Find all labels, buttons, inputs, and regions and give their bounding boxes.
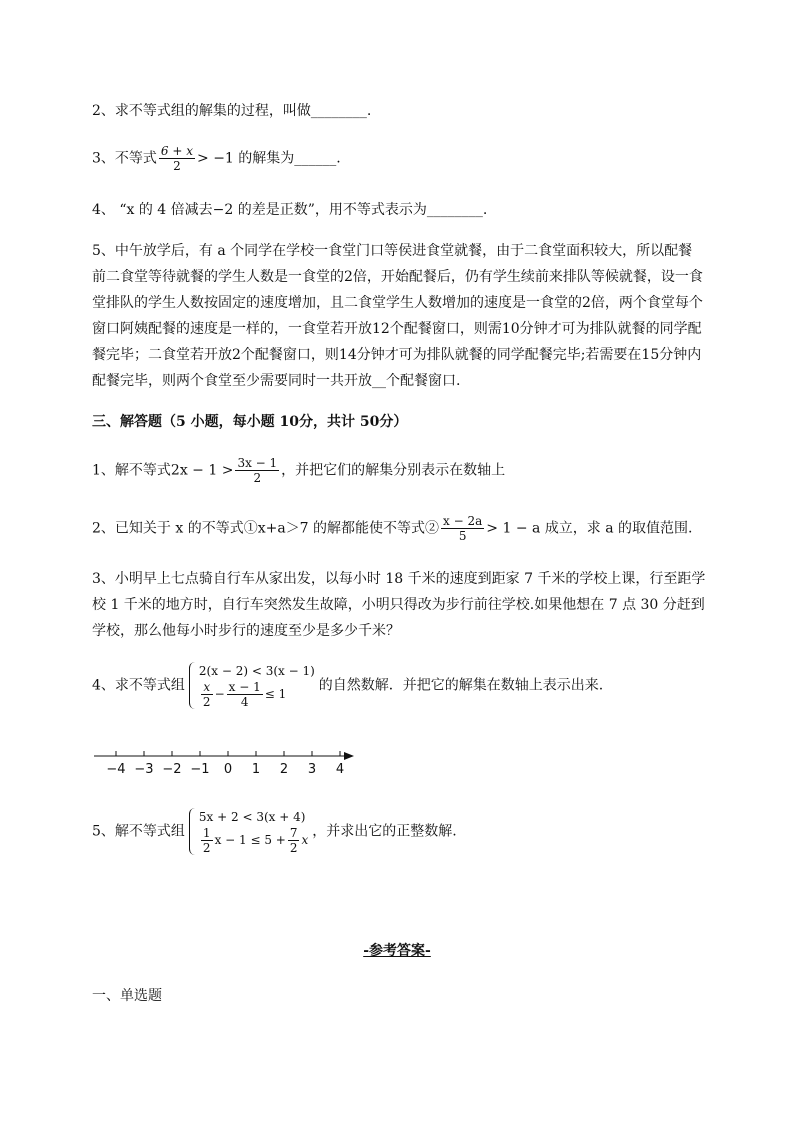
question-3-suffix: > −1 的解集为______. [197,150,341,167]
solve-5-suffix: ，并求出它的正整数解. [312,823,457,840]
fraction-denominator: 2 [202,841,211,855]
number-line-tick-label: 0 [223,762,233,777]
number-line-tick-label: 1 [251,762,261,777]
arrow-icon [344,752,354,760]
fraction [235,456,279,485]
solve-question-3 [92,566,706,644]
solve-question-1 [92,456,706,485]
minus-sign: − [214,687,225,701]
inequality-system [189,808,308,855]
fraction-denominator: 2 [253,471,262,485]
fraction-denominator: 2 [173,159,181,173]
fraction [288,826,300,855]
fraction-numerator: 3x − 1 [237,456,278,470]
solve-4-prefix: 4、求不等式组 [92,677,185,694]
system-row-2 [199,680,315,709]
solve-1-suffix: ，并把它们的解集分别表示在数轴上 [281,462,506,479]
solve-2-prefix: 2、已知关于 x 的不等式①x+a＞7 的解都能使不等式② [92,520,440,537]
inequality-system [189,662,315,709]
system-row-1: 2(x − 2) < 3(x − 1) [198,664,315,678]
answer-section-1 [92,984,706,1008]
solve-1-prefix: 1、解不等式2x − 1 > [92,462,234,479]
fraction [201,826,213,855]
answer-title [0,940,794,960]
solve-question-2 [92,514,706,543]
question-5 [92,238,706,394]
number-line [90,744,370,778]
fraction-numerator: x − 1 [228,680,261,694]
question-2-text: 2、求不等式组的解集的过程，叫做________. [92,103,372,119]
solve-4-suffix: 的自然数解．并把它的解集在数轴上表示出来. [318,677,604,694]
question-5-text: 5、中午放学后，有 a 个同学在学校一食堂门口等侯进食堂就餐，由于二食堂面积较大，所以配餐前二食堂等待就餐的学生人数是一食堂的2倍，开始配餐后，仍有学生续前来排队等候就餐，设一食堂排队的学生人数按固定的速度增加，且二食堂学生人数增加的速度是一食堂的2倍，两个食堂每个窗口阿姨配餐的速度是一样的，一食堂若开放12个配餐窗口，则需10分钟才可为排队就餐的同学配餐完毕；二食堂若开放2个配餐窗口，则14分钟才可为排队就餐的同学配餐完毕;若需要在15分钟内配餐完毕，则两个食堂至少需要同时一共开放__个配餐窗口. [92,243,703,389]
question-3-prefix: 3、不等式 [92,150,157,167]
number-line-tick-label: −4 [106,762,126,777]
fraction [201,680,213,709]
brace [189,662,196,709]
solve-question-5 [92,808,706,855]
solve-3-text: 3、小明早上七点骑自行车从家出发，以每小时 18 千米的速度到距家 7 千米的学校上课，行至距学校 1 千米的地方时，自行车突然发生故障，小明只得改为步行前往学校.如果他想在 7 点 30 分赶到学校，那么他每小时步行的速度至少是多少千米？ [92,571,706,639]
fraction-numerator: 1 [202,826,211,840]
system-row-1: 5x + 2 < 3(x + 4) [198,810,306,824]
number-line-tick-label: −3 [134,762,154,777]
question-2 [92,99,706,123]
row-mid: x − 1 ≤ 5 + [214,833,286,847]
solve-question-4 [92,662,706,709]
fraction-denominator: 2 [289,841,298,855]
number-line-tick-label: 2 [279,762,289,777]
fraction [159,144,195,173]
fraction-denominator: 4 [240,695,249,709]
fraction [227,680,263,709]
answer-section-1-text: 一、单选题 [92,988,162,1004]
section-3-title-text: 三、解答题（5 小题，每小题 10分，共计 50分） [92,414,408,430]
solve-5-prefix: 5、解不等式组 [92,823,185,840]
fraction-numerator: x − 2a [443,514,483,528]
number-line-ticks [106,751,344,777]
row-tail: ≤ 1 [264,687,287,701]
number-line-tick-label: 4 [335,762,345,777]
fraction-numerator: 7 [289,826,298,840]
number-line-tick-label: 3 [307,762,317,777]
brace [189,808,196,855]
fraction-denominator: 2 [202,695,211,709]
system-row-2 [199,826,308,855]
answer-title-text: -参考答案- [363,943,431,959]
number-line-tick-label: −1 [190,762,210,777]
row-tail: x [301,833,309,847]
question-4 [92,198,706,222]
fraction-denominator: 5 [458,529,467,543]
fraction-numerator: 6 + x [160,144,194,158]
fraction-numerator: x [201,680,213,695]
question-4-text: 4、 “x 的 4 倍减去−2 的差是正数”，用不等式表示为________. [92,202,488,218]
fraction [441,514,484,543]
solve-2-suffix: > 1 − a 成立，求 a 的取值范围. [486,520,693,537]
number-line-tick-label: −2 [162,762,182,777]
section-3-title [92,410,706,434]
question-3 [92,144,706,173]
